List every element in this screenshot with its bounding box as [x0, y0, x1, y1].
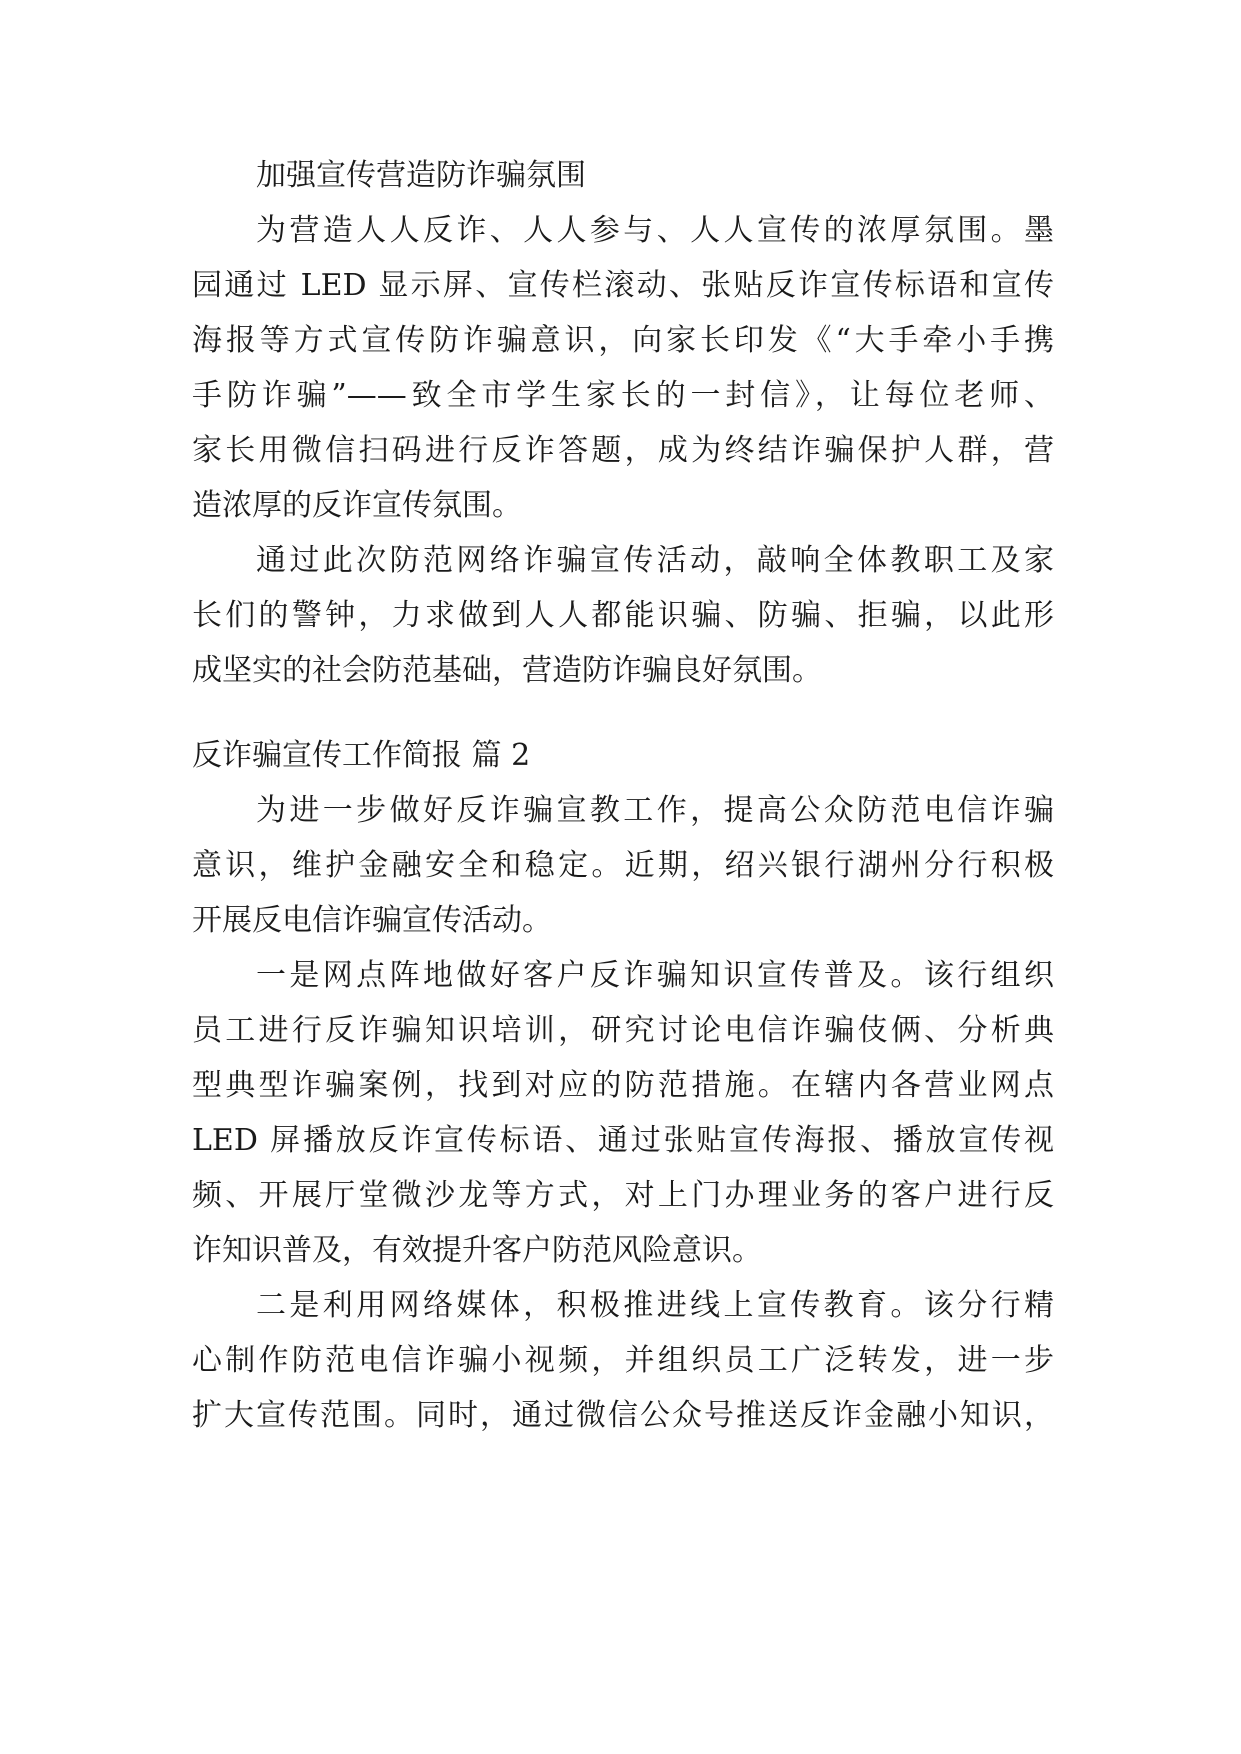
paragraph-line: 扩大宣传范围。同时，通过微信公众号推送反诈金融小知识， — [192, 1398, 1054, 1433]
paragraph-line: 心制作防范电信诈骗小视频，并组织员工广泛转发，进一步 — [192, 1343, 1054, 1378]
paragraph-line: LED 屏播放反诈宣传标语、通过张贴宣传海报、播放宣传视 — [192, 1123, 1054, 1158]
paragraph-line: 家长用微信扫码进行反诈答题，成为终结诈骗保护人群，营 — [192, 433, 1054, 468]
paragraph-line: 为营造人人反诈、人人参与、人人宣传的浓厚氛围。墨 — [256, 213, 1054, 248]
paragraph-line: 海报等方式宣传防诈骗意识，向家长印发《“大手牵小手携 — [192, 323, 1054, 358]
paragraph-line: 成坚实的社会防范基础，营造防诈骗良好氛围。 — [192, 653, 822, 688]
paragraph-line: 员工进行反诈骗知识培训，研究讨论电信诈骗伎俩、分析典 — [192, 1013, 1054, 1048]
paragraph-line: 长们的警钟，力求做到人人都能识骗、防骗、拒骗，以此形 — [192, 598, 1054, 633]
paragraph-line: 开展反电信诈骗宣传活动。 — [192, 903, 552, 938]
paragraph-line: 造浓厚的反诈宣传氛围。 — [192, 488, 522, 523]
paragraph-line: 意识，维护金融安全和稳定。近期，绍兴银行湖州分行积极 — [192, 848, 1054, 883]
article-title: 反诈骗宣传工作简报 篇 2 — [192, 738, 531, 773]
paragraph-line: 园通过 LED 显示屏、宣传栏滚动、张贴反诈宣传标语和宣传 — [192, 268, 1054, 303]
paragraph-line: 通过此次防范网络诈骗宣传活动，敲响全体教职工及家 — [256, 543, 1054, 578]
paragraph-line: 频、开展厅堂微沙龙等方式，对上门办理业务的客户进行反 — [192, 1178, 1054, 1213]
paragraph-line: 二是利用网络媒体，积极推进线上宣传教育。该分行精 — [256, 1288, 1054, 1323]
section-heading: 加强宣传营造防诈骗氛围 — [256, 158, 586, 193]
paragraph-line: 诈知识普及，有效提升客户防范风险意识。 — [192, 1233, 762, 1268]
paragraph-line: 一是网点阵地做好客户反诈骗知识宣传普及。该行组织 — [256, 958, 1054, 993]
paragraph-line: 手防诈骗”——致全市学生家长的一封信》，让每位老师、 — [192, 378, 1054, 413]
document-page — [192, 150, 1054, 1670]
paragraph-line: 为进一步做好反诈骗宣教工作，提高公众防范电信诈骗 — [256, 793, 1054, 828]
paragraph-line: 型典型诈骗案例，找到对应的防范措施。在辖内各营业网点 — [192, 1068, 1054, 1103]
